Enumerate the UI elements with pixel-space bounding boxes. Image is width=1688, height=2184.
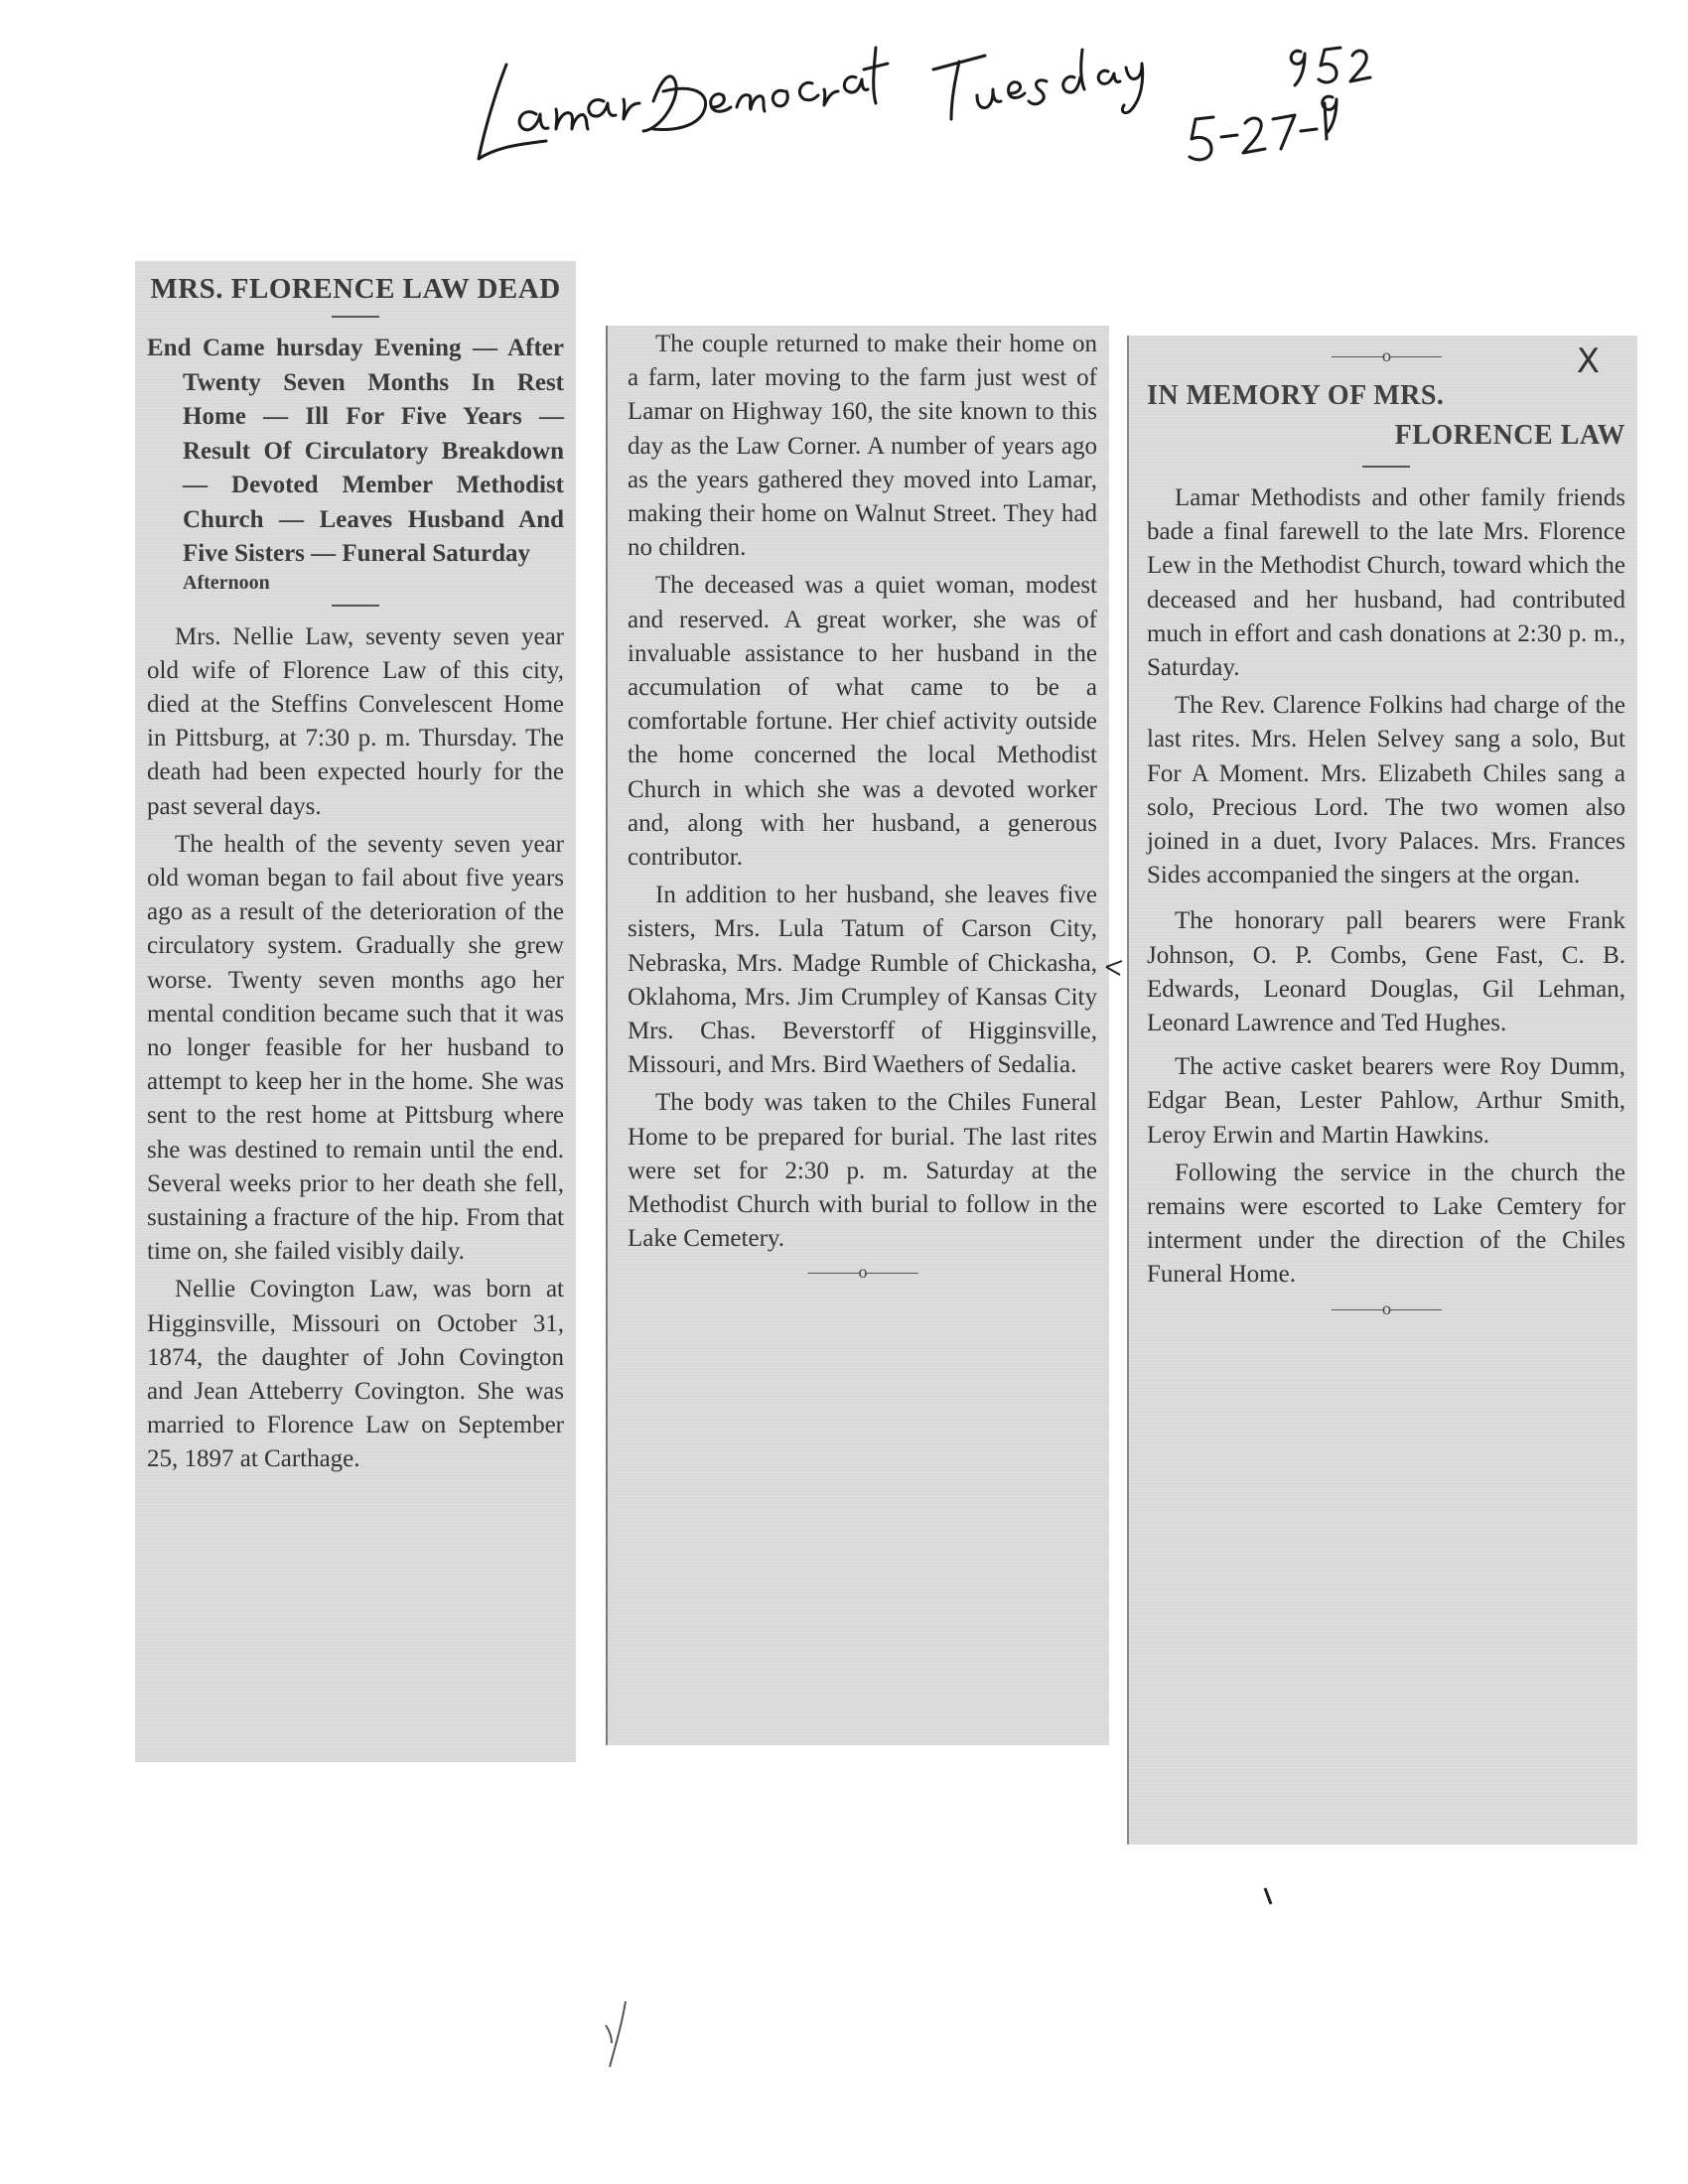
divider — [332, 316, 379, 318]
obituary-paragraph: The health of the seventy seven year old woman began to fail about five years ago as a result of the deterioration of the circulatory system. Gradually she grew worse. Twenty seven months ago her mental condition became such that it was no longer feasible for her husband to attempt to keep her in the home. She was sent to the rest home at Pittsburg where she was destined to remain until the end. Several weeks prior to her death she fell, sustaining a fracture of the hip. From that time on, she failed visibly daily. — [147, 830, 564, 1266]
obituary-headline: MRS. FLORENCE LAW DEAD — [150, 273, 561, 305]
memorial-paragraph: The active casket bearers were Roy Dumm, Edgar Bean, Lester Pahlow, Arthur Smith, Leroy Erwin and Martin Hawkins. — [1147, 1053, 1625, 1149]
memorial-headline-line1: IN MEMORY OF MRS. — [1147, 380, 1445, 411]
clipping-memorial — [1127, 336, 1637, 1844]
handwritten-year-digits — [1261, 22, 1390, 141]
end-divider: ———o——— — [807, 1262, 917, 1283]
stray-pen-mark — [596, 1995, 645, 2075]
memorial-headline — [1147, 376, 1625, 456]
handwritten-date-annotation — [467, 20, 1340, 189]
stray-pen-mark — [1100, 955, 1130, 979]
memorial-paragraph: Lamar Methodists and other family friends bade a final farewell to the late Mrs. Florence Lew in the Methodist Church, toward which the deceased and her husband, had contributed much in effort and cash donations at 2:30 p. m., Saturday. — [1147, 484, 1625, 682]
obituary-paragraph: The deceased was a quiet woman, modest and reserved. A great worker, she was of invaluable assistance to her husband in the accumulation of what came to be a comfortable fortune. Her chief activity outside the home concerned the local Methodist Church in which she was a devoted worker and, along with her husband, a generous contributor. — [628, 572, 1097, 872]
obituary-paragraph: The body was taken to the Chiles Funeral Home to be prepared for burial. The last rites were set for 2:30 p. m. Saturday at the Methodist Church with burial to follow in the Lake Cemetery. — [628, 1089, 1097, 1253]
clipping-obituary — [135, 261, 576, 1762]
memorial-paragraph: The honorary pall bearers were Frank Johnson, O. P. Combs, Gene Fast, C. B. Edwards, Leonard Douglas, Gil Lehman, Leonard Lawrence and Ted Hughes. — [1147, 907, 1625, 1037]
end-divider: ———o——— — [1332, 1297, 1441, 1318]
handwritten-x-mark: X — [1576, 341, 1600, 381]
clipping-obituary-continued — [606, 326, 1109, 1745]
obituary-paragraph: Nellie Covington Law, was born at Higginsville, Missouri on October 31, 1874, the daughter of John Covington and Jean Atteberry Covington. She was married to Florence Law on September 25, 1897 at Carthage. — [147, 1276, 564, 1473]
obituary-paragraph: In addition to her husband, she leaves five sisters, Mrs. Lula Tatum of Carson City, Nebraska, Mrs. Madge Rumble of Chickasha, Oklahoma, Mrs. Jim Crumpley of Kansas City Mrs. Chas. Beverstorff of Higginsville, Missouri, and Mrs. Bird Waethers of Sedalia. — [628, 882, 1097, 1079]
stray-pen-mark — [1259, 1884, 1279, 1910]
memorial-headline-line2: FLORENCE LAW — [1394, 420, 1625, 451]
obituary-paragraph: Mrs. Nellie Law, seventy seven year old wife of Florence Law of this city, died at the Steffins Convelescent Home in Pittsburg, at 7:30 p. m. Thursday. The death had been expected hourly for the past several days. — [147, 622, 564, 820]
top-divider: ———o——— — [1332, 345, 1441, 365]
obituary-deck-end: Afternoon — [183, 571, 270, 594]
divider — [332, 605, 379, 607]
memorial-paragraph: Following the service in the church the remains were escorted to Lake Cemtery for interment under the direction of the Chiles Funeral Home. — [1147, 1159, 1625, 1289]
obituary-paragraph: The couple returned to make their home on a farm, later moving to the farm just west of Lamar on Highway 160, the site known to this day as the Law Corner. A number of years ago as the years gathered they moved into Lamar, making their home on Walnut Street. They had no children. — [628, 331, 1097, 562]
divider — [1362, 466, 1410, 468]
memorial-paragraph: The Rev. Clarence Folkins had charge of the last rites. Mrs. Helen Selvey sang a solo, But For A Moment. Mrs. Elizabeth Chiles sang a solo, Precious Lord. The two women also joined in a duet, Ivory Palaces. Mrs. Frances Sides accompanied the singers at the organ. — [1147, 692, 1625, 889]
obituary-deck: End Came hursday Evening — After Twenty Seven Months In Rest Home — Ill For Five Years — Result Of Circulatory Breakdown — Devoted Member Methodist Church — Leaves Husband And Five Sisters — Funeral Saturday — [147, 335, 564, 567]
